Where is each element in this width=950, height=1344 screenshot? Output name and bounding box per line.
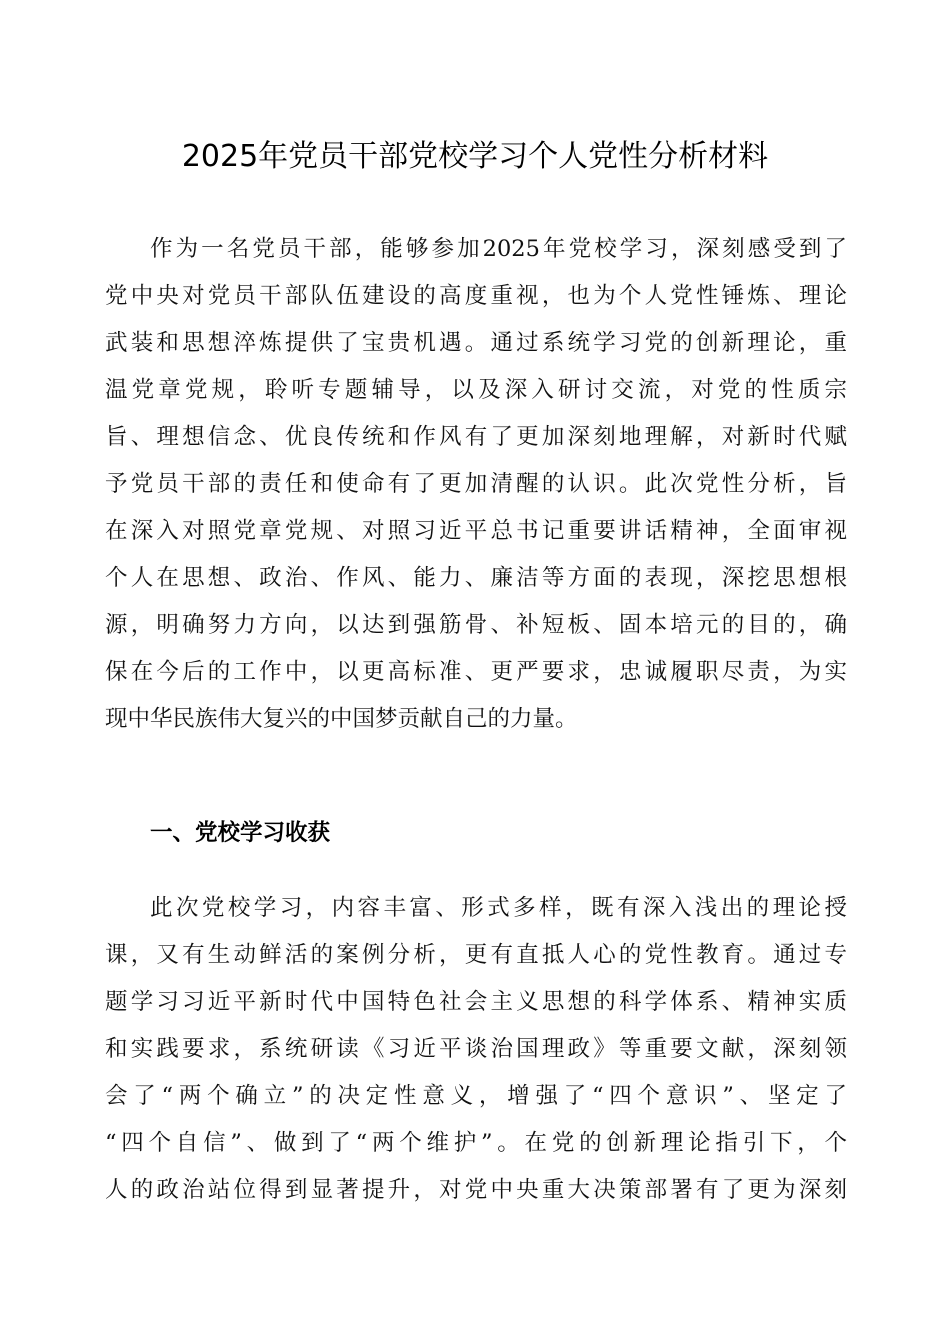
document-title: 2025年党员干部党校学习个人党性分析材料 <box>181 139 769 174</box>
paragraph-1-line: 党中央对党员干部队伍建设的高度重视，也为个人党性锤炼、理论 <box>105 283 847 309</box>
paragraph-2-line: 人的政治站位得到显著提升，对党中央重大决策部署有了更为深刻 <box>105 1177 847 1203</box>
paragraph-1-line: 现中华民族伟大复兴的中国梦贡献自己的力量。 <box>105 706 578 732</box>
paragraph-1-line: 武装和思想淬炼提供了宝贵机遇。通过系统学习党的创新理论，重 <box>105 330 847 356</box>
paragraph-1-line: 个人在思想、政治、作风、能力、廉洁等方面的表现，深挖思想根 <box>105 565 847 591</box>
paragraph-1-line: 源，明确努力方向，以达到强筋骨、补短板、固本培元的目的，确 <box>105 612 847 638</box>
paragraph-1-line: 在深入对照党章党规、对照习近平总书记重要讲话精神，全面审视 <box>105 518 847 544</box>
paragraph-1-line: 旨、理想信念、优良传统和作风有了更加深刻地理解，对新时代赋 <box>105 424 847 450</box>
paragraph-1-line: 予党员干部的责任和使命有了更加清醒的认识。此次党性分析，旨 <box>105 471 847 497</box>
paragraph-2-line: 题学习习近平新时代中国特色社会主义思想的科学体系、精神实质 <box>105 989 847 1015</box>
paragraph-1-line: 温党章党规，聆听专题辅导，以及深入研讨交流，对党的性质宗 <box>105 377 847 403</box>
section-heading: 一、党校学习收获 <box>150 820 331 846</box>
paragraph-2-line: 课，又有生动鲜活的案例分析，更有直抵人心的党性教育。通过专 <box>105 942 847 968</box>
paragraph-1-line: 作为一名党员干部，能够参加2025年党校学习，深刻感受到了 <box>150 236 847 262</box>
paragraph-2-line: 此次党校学习，内容丰富、形式多样，既有深入浅出的理论授 <box>150 895 847 921</box>
paragraph-1-line: 保在今后的工作中，以更高标准、更严要求，忠诚履职尽责，为实 <box>105 659 847 685</box>
paragraph-2-line: “四个自信”、做到了“两个维护”。在党的创新理论指引下，个 <box>105 1130 847 1156</box>
paragraph-2-line: 和实践要求，系统研读《习近平谈治国理政》等重要文献，深刻领 <box>105 1036 847 1062</box>
paragraph-2-line: 会了“两个确立”的决定性意义，增强了“四个意识”、坚定了 <box>105 1083 847 1109</box>
